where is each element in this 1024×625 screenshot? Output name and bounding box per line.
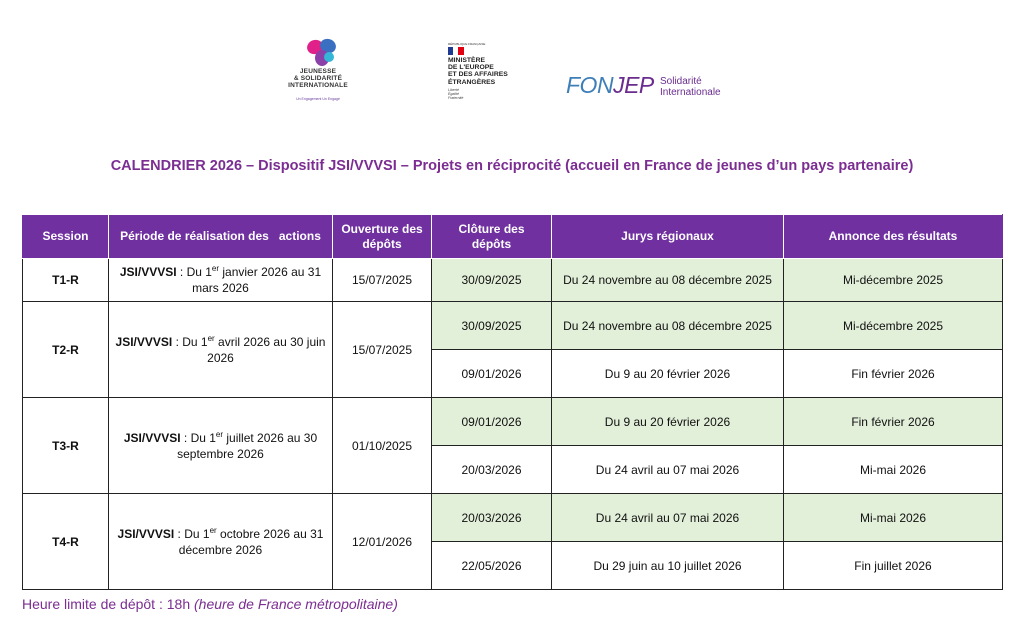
period-cell: JSI/VVVSI : Du 1er avril 2026 au 30 juin 2026 xyxy=(109,302,333,398)
closing-cell: 09/01/2026 xyxy=(432,350,552,398)
jsi-logo-text: JEUNESSE & SOLIDARITÉ INTERNATIONALE xyxy=(288,68,348,89)
table-row xyxy=(23,259,1003,302)
page-title: CALENDRIER 2026 – Dispositif JSI/VVVSI – Projets en réciprocité (accueil en France de jeunes d’un pays partenaire) xyxy=(110,158,914,174)
opening-cell: 15/07/2025 xyxy=(333,259,432,302)
closing-cell: 30/09/2025 xyxy=(432,302,552,350)
result-cell: Mi-décembre 2025 xyxy=(784,259,1003,302)
table-header-row xyxy=(23,215,1003,259)
jury-cell: Du 9 au 20 février 2026 xyxy=(552,398,784,446)
session-cell: T2-R xyxy=(23,302,109,398)
jury-cell: Du 24 avril au 07 mai 2026 xyxy=(552,494,784,542)
closing-cell: 20/03/2026 xyxy=(432,446,552,494)
jury-cell: Du 24 avril au 07 mai 2026 xyxy=(552,446,784,494)
header-results: Annonce des résultats xyxy=(784,215,1003,259)
opening-cell: 15/07/2025 xyxy=(333,302,432,398)
fonjep-subtitle: Solidarité Internationale xyxy=(660,76,721,98)
session-cell: T4-R xyxy=(23,494,109,590)
result-cell: Mi-décembre 2025 xyxy=(784,302,1003,350)
session-cell: T1-R xyxy=(23,259,109,302)
result-cell: Mi-mai 2026 xyxy=(784,446,1003,494)
ministry-motto: Liberté Égalité Fraternité xyxy=(448,88,464,100)
jury-cell: Du 29 juin au 10 juillet 2026 xyxy=(552,542,784,590)
jury-cell: Du 24 novembre au 08 décembre 2025 xyxy=(552,259,784,302)
result-cell: Fin février 2026 xyxy=(784,398,1003,446)
jury-cell: Du 9 au 20 février 2026 xyxy=(552,350,784,398)
closing-cell: 09/01/2026 xyxy=(432,398,552,446)
republique-text: RÉPUBLIQUE FRANÇAISE xyxy=(448,42,486,46)
session-cell: T3-R xyxy=(23,398,109,494)
header-jury: Jurys régionaux xyxy=(552,215,784,259)
calendar-table xyxy=(22,214,1003,590)
jsi-logo xyxy=(282,38,354,108)
closing-cell: 30/09/2025 xyxy=(432,259,552,302)
marianne-flag-icon xyxy=(448,45,464,55)
header-period: Période de réalisation des actions xyxy=(109,215,333,259)
deadline-note: Heure limite de dépôt : 18h (heure de France métropolitaine) xyxy=(22,596,398,612)
ministry-logo xyxy=(443,42,519,106)
period-cell: JSI/VVVSI : Du 1er janvier 2026 au 31 mars 2026 xyxy=(109,259,333,302)
table-row xyxy=(23,494,1003,542)
result-cell: Fin juillet 2026 xyxy=(784,542,1003,590)
header-closing: Clôture des dépôts xyxy=(432,215,552,259)
period-cell: JSI/VVVSI : Du 1er juillet 2026 au 30 septembre 2026 xyxy=(109,398,333,494)
jury-cell: Du 24 novembre au 08 décembre 2025 xyxy=(552,302,784,350)
jsi-logo-tagline: Un Engagement Un Engagé xyxy=(296,97,340,101)
header-opening: Ouverture des dépôts xyxy=(333,215,432,259)
header-session: Session xyxy=(23,215,109,259)
closing-cell: 20/03/2026 xyxy=(432,494,552,542)
result-cell: Mi-mai 2026 xyxy=(784,494,1003,542)
opening-cell: 01/10/2025 xyxy=(333,398,432,494)
ministry-name: MINISTÈRE DE L'EUROPE ET DES AFFAIRES ÉTRANGÈRES xyxy=(448,57,508,86)
table-row xyxy=(23,302,1003,350)
period-cell: JSI/VVVSI : Du 1er octobre 2026 au 31 décembre 2026 xyxy=(109,494,333,590)
closing-cell: 22/05/2026 xyxy=(432,542,552,590)
fonjep-wordmark: FONJEP xyxy=(566,72,654,98)
jsi-petals-icon xyxy=(304,38,340,68)
opening-cell: 12/01/2026 xyxy=(333,494,432,590)
result-cell: Fin février 2026 xyxy=(784,350,1003,398)
table-row xyxy=(23,398,1003,446)
